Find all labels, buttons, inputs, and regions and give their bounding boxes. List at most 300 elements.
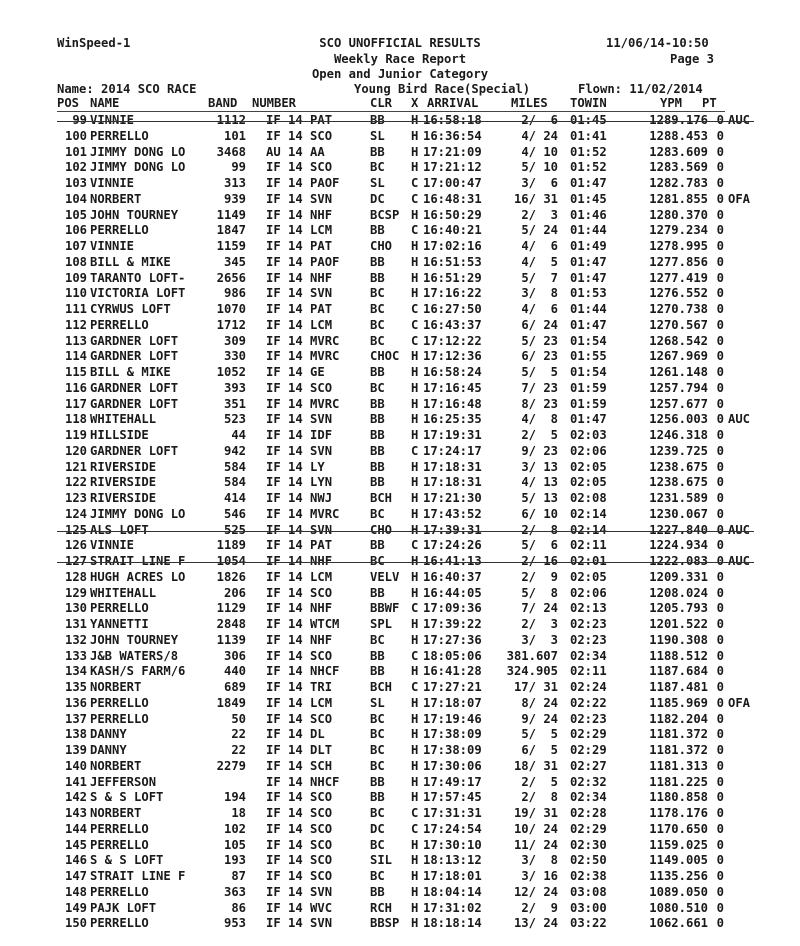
cell-x: H: [411, 428, 419, 442]
cell-miles: 10/ 24: [513, 821, 558, 836]
cell-pt: 0: [716, 648, 724, 663]
cell-miles: 5/ 5: [521, 727, 558, 742]
cell-towin: 02:03: [570, 428, 607, 442]
cell-name: S & S LOFT: [90, 853, 164, 868]
cell-arrival: 17:12:22: [423, 333, 482, 348]
cell-ypm: 1257.794: [649, 380, 708, 395]
cell-miles: 2/ 9: [521, 900, 558, 915]
cell-x: H: [411, 743, 419, 757]
cell-pos: 100: [64, 128, 87, 143]
cell-miles: 4/ 13: [521, 475, 558, 490]
cell-pos: 145: [64, 837, 87, 852]
cell-x: H: [411, 758, 419, 773]
cell-pos: 127: [64, 554, 87, 568]
cell-number: IF 14 SCO: [266, 837, 333, 852]
cell-pt: 0: [716, 774, 724, 789]
table-row: [57, 586, 797, 602]
table-row: [57, 365, 797, 381]
cell-clr: BB: [370, 223, 385, 238]
cell-band: 440: [223, 664, 246, 679]
cell-band: 194: [223, 790, 246, 805]
cell-towin: 01:52: [570, 160, 607, 175]
cell-clr: BC: [370, 506, 385, 521]
cell-pt: 0: [716, 869, 724, 883]
cell-miles: 17/ 31: [513, 680, 558, 694]
report-title: SCO UNOFFICIAL RESULTS: [319, 36, 481, 50]
cell-arrival: 17:57:45: [423, 790, 482, 805]
cell-number: IF 14 TRI: [266, 680, 333, 694]
cell-number: IF 14 MVRC: [266, 349, 340, 364]
cell-x: H: [411, 916, 419, 931]
cell-band: 22: [231, 743, 246, 757]
cell-x: H: [411, 396, 419, 411]
cell-pos: 105: [64, 207, 87, 222]
cell-ypm: 1288.453: [649, 128, 708, 143]
cell-pos: 143: [64, 806, 87, 820]
cell-clr: BB: [370, 664, 385, 679]
cell-arrival: 16:41:28: [423, 664, 482, 679]
table-row: [57, 507, 797, 523]
cell-clr: BB: [370, 144, 385, 159]
cell-band: 546: [223, 506, 246, 521]
header-divider: [57, 111, 725, 112]
cell-ypm: 1089.050: [649, 884, 708, 899]
cell-x: H: [411, 380, 419, 395]
cell-ypm: 1187.481: [649, 680, 708, 694]
cell-pos: 126: [64, 538, 87, 553]
col-x: X: [411, 96, 419, 110]
cell-band: 22: [231, 727, 246, 742]
cell-miles: 5/ 6: [521, 538, 558, 553]
report-type: Weekly Race Report: [333, 52, 467, 66]
cell-arrival: 16:41:13: [423, 554, 482, 568]
cell-miles: 4/ 6: [521, 239, 558, 253]
cell-clr: BC: [370, 758, 385, 773]
cell-clr: BB: [370, 774, 385, 789]
cell-pt: 0: [716, 695, 724, 710]
cell-clr: BC: [370, 317, 385, 332]
cell-name: S & S LOFT: [90, 790, 164, 805]
cell-name: GARDNER LOFT: [90, 443, 179, 458]
cell-band: 939: [223, 191, 246, 206]
cell-name: JOHN TOURNEY: [90, 632, 179, 647]
cell-arrival: 17:49:17: [423, 774, 482, 789]
cell-pt: 0: [716, 758, 724, 773]
cell-arrival: 17:24:26: [423, 538, 482, 553]
program-name: WinSpeed-1: [57, 36, 131, 50]
table-row: [57, 727, 797, 743]
cell-arrival: 17:21:09: [423, 144, 482, 159]
col-towin: TOWIN: [570, 96, 607, 110]
cell-x: H: [411, 160, 419, 175]
cell-name: JIMMY DONG LO: [90, 506, 186, 521]
cell-name: BILL & MIKE: [90, 365, 171, 379]
cell-clr: CHO: [370, 522, 393, 537]
cell-arrival: 16:40:21: [423, 223, 482, 238]
cell-x: H: [411, 491, 419, 505]
race-type: Young Bird Race(Special): [354, 82, 531, 96]
table-row: [57, 790, 797, 806]
cell-number: IF 14 LCM: [266, 223, 333, 238]
cell-note: OFA: [728, 191, 751, 206]
cell-pos: 150: [64, 916, 87, 931]
cell-pos: 102: [64, 160, 87, 175]
cell-towin: 01:59: [570, 396, 607, 411]
cell-note: AUC: [728, 554, 751, 568]
cell-ypm: 1227.840: [649, 522, 708, 537]
col-number: NUMBER: [252, 96, 297, 110]
cell-arrival: 16:48:31: [423, 191, 482, 206]
cell-clr: BB: [370, 585, 385, 600]
cell-x: C: [411, 821, 419, 836]
cell-band: 306: [223, 648, 246, 663]
cell-x: C: [411, 601, 419, 616]
cell-name: VINNIE: [90, 176, 135, 190]
cell-arrival: 17:12:36: [423, 349, 482, 364]
table-row: [57, 160, 797, 176]
table-row: [57, 208, 797, 224]
cell-arrival: 16:43:37: [423, 317, 482, 332]
cell-arrival: 16:25:35: [423, 412, 482, 427]
cell-ypm: 1278.995: [649, 239, 708, 253]
table-row: [57, 680, 797, 696]
col-pt: PT: [702, 96, 717, 110]
cell-pt: 0: [716, 459, 724, 474]
cell-ypm: 1238.675: [649, 459, 708, 474]
cell-x: C: [411, 176, 419, 190]
cell-towin: 01:41: [570, 128, 607, 143]
cell-pt: 0: [716, 522, 724, 537]
table-row: [57, 381, 797, 397]
cell-band: 414: [223, 491, 246, 505]
table-row: [57, 775, 797, 791]
cell-pos: 113: [64, 333, 87, 348]
cell-number: IF 14 SCO: [266, 853, 333, 868]
cell-miles: 13/ 24: [513, 916, 558, 931]
table-row: [57, 113, 797, 129]
cell-x: H: [411, 349, 419, 364]
cell-pos: 119: [64, 428, 87, 442]
cell-ypm: 1231.589: [649, 491, 708, 505]
cell-miles: 2/ 9: [521, 569, 558, 584]
cell-name: GARDNER LOFT: [90, 396, 179, 411]
table-row: [57, 633, 797, 649]
cell-band: 584: [223, 475, 246, 490]
cell-towin: 02:29: [570, 743, 607, 757]
cell-name: GARDNER LOFT: [90, 380, 179, 395]
cell-ypm: 1224.934: [649, 538, 708, 553]
cell-arrival: 17:16:48: [423, 396, 482, 411]
table-row: [57, 696, 797, 712]
cell-note: AUC: [728, 412, 751, 427]
cell-x: H: [411, 695, 419, 710]
cell-band: 50: [231, 711, 246, 726]
cell-ypm: 1201.522: [649, 617, 708, 631]
cell-band: 3468: [216, 144, 246, 159]
table-row: [57, 601, 797, 617]
cell-pos: 147: [64, 869, 87, 883]
cell-clr: BB: [370, 538, 385, 553]
cell-name: GARDNER LOFT: [90, 349, 179, 364]
cell-pos: 140: [64, 758, 87, 773]
cell-miles: 5/ 7: [521, 270, 558, 285]
cell-name: RIVERSIDE: [90, 475, 157, 490]
cell-number: IF 14 PAT: [266, 239, 333, 253]
cell-clr: SL: [370, 176, 385, 190]
cell-pt: 0: [716, 380, 724, 395]
cell-clr: BB: [370, 475, 385, 490]
cell-band: 2848: [216, 617, 246, 631]
cell-band: 1712: [216, 317, 246, 332]
cell-arrival: 17:24:54: [423, 821, 482, 836]
cell-number: IF 14 SCO: [266, 711, 333, 726]
cell-pos: 104: [64, 191, 87, 206]
cell-miles: 3/ 6: [521, 176, 558, 190]
cell-x: H: [411, 286, 419, 301]
cell-miles: 2/ 3: [521, 207, 558, 222]
cell-x: H: [411, 506, 419, 521]
cell-number: IF 14 NHCF: [266, 774, 340, 789]
table-row: [57, 491, 797, 507]
cell-ypm: 1181.225: [649, 774, 708, 789]
cell-towin: 01:44: [570, 223, 607, 238]
cell-pt: 0: [716, 302, 724, 316]
table-row: [57, 664, 797, 680]
cell-x: H: [411, 270, 419, 285]
cell-band: 18: [231, 806, 246, 820]
table-row: [57, 444, 797, 460]
cell-band: 351: [223, 396, 246, 411]
cell-number: IF 14 NHF: [266, 554, 333, 568]
cell-miles: 381.607: [506, 648, 558, 663]
cell-towin: 01:45: [570, 113, 607, 127]
cell-ypm: 1149.005: [649, 853, 708, 868]
cell-x: H: [411, 113, 419, 127]
cell-pos: 129: [64, 585, 87, 600]
table-row: [57, 302, 797, 318]
cell-name: STRAIT LINE F: [90, 554, 186, 568]
cell-clr: DC: [370, 821, 385, 836]
cell-pt: 0: [716, 396, 724, 411]
cell-arrival: 17:31:02: [423, 900, 482, 915]
cell-clr: BB: [370, 113, 385, 127]
cell-clr: BC: [370, 727, 385, 742]
cell-number: IF 14 PAT: [266, 302, 333, 316]
cell-ypm: 1279.234: [649, 223, 708, 238]
cell-clr: BBWF: [370, 601, 400, 616]
cell-pos: 146: [64, 853, 87, 868]
cell-miles: 2/ 8: [521, 522, 558, 537]
cell-ypm: 1246.318: [649, 428, 708, 442]
cell-arrival: 17:18:31: [423, 475, 482, 490]
cell-miles: 4/ 6: [521, 302, 558, 316]
cell-number: IF 14 WTCM: [266, 617, 340, 631]
report-category: Open and Junior Category: [311, 67, 489, 81]
cell-miles: 2/ 5: [521, 774, 558, 789]
cell-arrival: 17:27:21: [423, 680, 482, 694]
cell-pt: 0: [716, 585, 724, 600]
col-clr: CLR: [370, 96, 393, 110]
table-row: [57, 192, 797, 208]
cell-name: JOHN TOURNEY: [90, 207, 179, 222]
cell-towin: 02:08: [570, 491, 607, 505]
cell-name: CYRWUS LOFT: [90, 302, 171, 316]
cell-ypm: 1178.176: [649, 806, 708, 820]
cell-x: H: [411, 869, 419, 883]
cell-towin: 02:06: [570, 585, 607, 600]
cell-towin: 02:27: [570, 758, 607, 773]
cell-number: IF 14 MVRC: [266, 396, 340, 411]
cell-towin: 02:14: [570, 506, 607, 521]
cell-band: 525: [223, 522, 246, 537]
cell-miles: 5/ 13: [521, 491, 558, 505]
cell-pos: 117: [64, 396, 87, 411]
cell-number: IF 14 DL: [266, 727, 325, 742]
cell-number: IF 14 NWJ: [266, 491, 333, 505]
cell-band: 309: [223, 333, 246, 348]
cell-x: H: [411, 569, 419, 584]
cell-towin: 01:54: [570, 365, 607, 379]
cell-miles: 3/ 13: [521, 459, 558, 474]
cell-number: IF 14 SCO: [266, 869, 333, 883]
table-row: [57, 412, 797, 428]
cell-pos: 111: [64, 302, 87, 316]
page-number: Page 3: [670, 52, 715, 66]
cell-clr: RCH: [370, 900, 393, 915]
table-row: [57, 523, 797, 539]
cell-band: 87: [231, 869, 246, 883]
cell-towin: 01:59: [570, 380, 607, 395]
table-row: [57, 223, 797, 239]
table-row: [57, 822, 797, 838]
cell-name: PERRELLO: [90, 711, 149, 726]
table-row: [57, 129, 797, 145]
table-row: [57, 806, 797, 822]
cell-ypm: 1222.083: [649, 554, 708, 568]
cell-number: IF 14 SCH: [266, 758, 333, 773]
cell-pos: 149: [64, 900, 87, 915]
cell-arrival: 17:16:45: [423, 380, 482, 395]
cell-miles: 12/ 24: [513, 884, 558, 899]
cell-arrival: 17:18:01: [423, 869, 482, 883]
cell-ypm: 1062.661: [649, 916, 708, 931]
cell-x: H: [411, 585, 419, 600]
cell-miles: 3/ 16: [521, 869, 558, 883]
cell-pos: 144: [64, 821, 87, 836]
cell-pt: 0: [716, 428, 724, 442]
cell-name: VINNIE: [90, 113, 135, 127]
cell-ypm: 1188.512: [649, 648, 708, 663]
cell-pt: 0: [716, 207, 724, 222]
flown-date: Flown: 11/02/2014: [578, 82, 703, 96]
race-name: Name: 2014 SCO RACE: [57, 82, 197, 96]
cell-miles: 7/ 24: [521, 601, 558, 616]
cell-towin: 02:23: [570, 617, 607, 631]
cell-ypm: 1282.783: [649, 176, 708, 190]
cell-note: AUC: [728, 113, 751, 127]
cell-clr: DC: [370, 191, 385, 206]
cell-band: 193: [223, 853, 246, 868]
cell-x: H: [411, 128, 419, 143]
table-row: [57, 869, 797, 885]
cell-name: VICTORIA LOFT: [90, 286, 186, 301]
cell-ypm: 1257.677: [649, 396, 708, 411]
cell-clr: BC: [370, 286, 385, 301]
cell-x: H: [411, 459, 419, 474]
cell-number: IF 14 IDF: [266, 428, 333, 442]
cell-arrival: 17:16:22: [423, 286, 482, 301]
cell-number: IF 14 SCO: [266, 128, 333, 143]
cell-x: H: [411, 522, 419, 537]
cell-towin: 01:45: [570, 191, 607, 206]
cell-ypm: 1209.331: [649, 569, 708, 584]
cell-ypm: 1135.256: [649, 869, 708, 883]
cell-clr: BC: [370, 837, 385, 852]
cell-arrival: 17:38:09: [423, 727, 482, 742]
cell-band: 330: [223, 349, 246, 364]
cell-x: C: [411, 302, 419, 316]
cell-miles: 6/ 23: [521, 349, 558, 364]
cell-number: IF 14 MVRC: [266, 506, 340, 521]
cell-pos: 130: [64, 601, 87, 616]
cell-name: PERRELLO: [90, 128, 149, 143]
cell-towin: 01:44: [570, 302, 607, 316]
cell-arrival: 16:27:50: [423, 302, 482, 316]
cell-clr: VELV: [370, 569, 400, 584]
cell-ypm: 1208.024: [649, 585, 708, 600]
cell-arrival: 17:18:31: [423, 459, 482, 474]
cell-pt: 0: [716, 176, 724, 190]
cell-ypm: 1181.372: [649, 743, 708, 757]
cell-towin: 01:47: [570, 317, 607, 332]
cell-band: 99: [231, 160, 246, 175]
cell-arrival: 17:39:31: [423, 522, 482, 537]
cell-name: PERRELLO: [90, 916, 149, 931]
cell-band: 1139: [216, 632, 246, 647]
cell-band: 1826: [216, 569, 246, 584]
cell-ypm: 1182.204: [649, 711, 708, 726]
cell-pos: 142: [64, 790, 87, 805]
cell-name: PERRELLO: [90, 223, 149, 238]
cell-number: IF 14 SCO: [266, 380, 333, 395]
cell-name: JEFFERSON: [90, 774, 157, 789]
cell-number: IF 14 DLT: [266, 743, 333, 757]
cell-towin: 02:11: [570, 538, 607, 553]
cell-arrival: 16:40:37: [423, 569, 482, 584]
cell-name: PERRELLO: [90, 601, 149, 616]
cell-band: 1054: [216, 554, 246, 568]
cell-number: IF 14 PAT: [266, 538, 333, 553]
cell-number: IF 14 SCO: [266, 821, 333, 836]
cell-x: H: [411, 664, 419, 679]
cell-ypm: 1270.567: [649, 317, 708, 332]
cell-band: 206: [223, 585, 246, 600]
cell-pt: 0: [716, 333, 724, 348]
cell-pt: 0: [716, 443, 724, 458]
cell-ypm: 1256.003: [649, 412, 708, 427]
cell-band: 1149: [216, 207, 246, 222]
cell-towin: 01:53: [570, 286, 607, 301]
cell-pt: 0: [716, 113, 724, 127]
cell-miles: 6/ 10: [521, 506, 558, 521]
cell-band: 393: [223, 380, 246, 395]
cell-pos: 110: [64, 286, 87, 301]
cell-miles: 16/ 31: [513, 191, 558, 206]
cell-pt: 0: [716, 554, 724, 568]
cell-name: VINNIE: [90, 239, 135, 253]
cell-pt: 0: [716, 664, 724, 679]
cell-x: C: [411, 443, 419, 458]
